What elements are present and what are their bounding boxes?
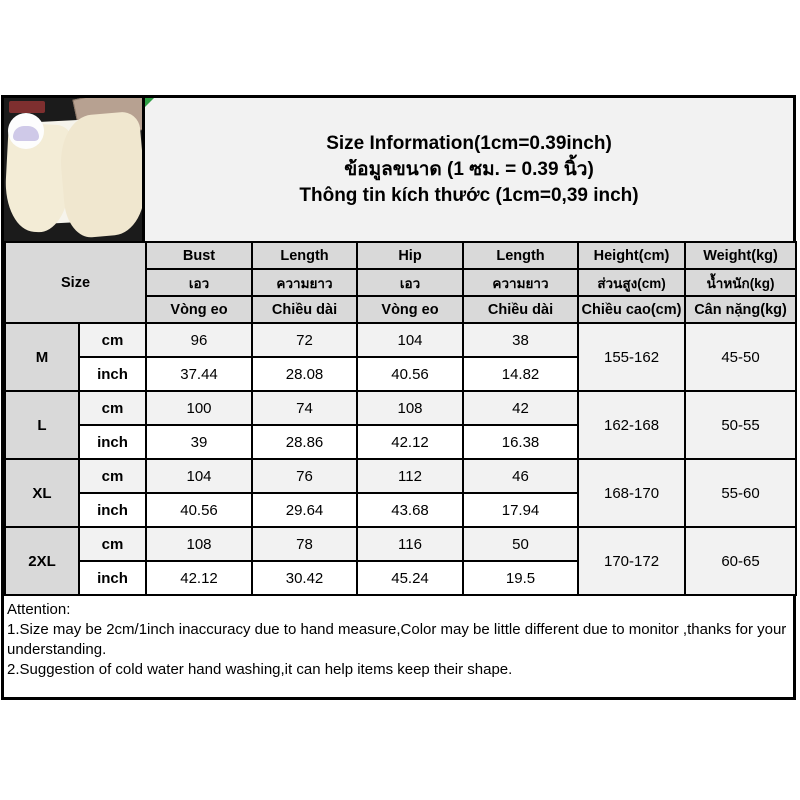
top-row [4,98,793,241]
row-l-cm [5,391,796,425]
value-cell: 14.82 [463,357,578,391]
product-photo [4,98,145,241]
row-m-cm [5,323,796,357]
value-cell: 40.56 [146,493,252,527]
header-row-en [5,242,796,269]
value-cell: 46 [463,459,578,493]
weight-range-cell: 60-65 [685,527,796,595]
unit-label-cm: cm [79,391,146,425]
value-cell: 50 [463,527,578,561]
value-cell: 45.24 [357,561,463,595]
value-cell: 104 [357,323,463,357]
pad-badge-icon [8,113,44,149]
value-cell: 19.5 [463,561,578,595]
weight-range-cell: 55-60 [685,459,796,527]
value-cell: 42.12 [357,425,463,459]
header-weight-vi: Cân nặng(kg) [685,296,796,323]
size-label-l: L [5,391,79,459]
size-label-m: M [5,323,79,391]
value-cell: 100 [146,391,252,425]
title-en: Size Information(1cm=0.39inch) [326,132,612,154]
title-vi: Thông tin kích thước (1cm=0,39 inch) [299,184,639,206]
header-weight-th: น้ำหนัก(kg) [685,269,796,296]
value-cell: 16.38 [463,425,578,459]
value-cell: 108 [357,391,463,425]
size-label-xl: XL [5,459,79,527]
unit-label-cm: cm [79,323,146,357]
header-length2-th: ความยาว [463,269,578,296]
value-cell: 116 [357,527,463,561]
value-cell: 42.12 [146,561,252,595]
attention-heading: Attention: [7,601,71,618]
header-bust-en: Bust [146,242,252,269]
value-cell: 28.86 [252,425,357,459]
value-cell: 40.56 [357,357,463,391]
header-length2-vi: Chiều dài [463,296,578,323]
value-cell: 39 [146,425,252,459]
attention-note [4,596,793,697]
height-range-cell: 155-162 [578,323,685,391]
header-height-en: Height(cm) [578,242,685,269]
header-length-vi: Chiều dài [252,296,357,323]
value-cell: 96 [146,323,252,357]
value-cell: 72 [252,323,357,357]
value-cell: 78 [252,527,357,561]
value-cell: 43.68 [357,493,463,527]
header-length-en: Length [252,242,357,269]
unit-label-inch: inch [79,493,146,527]
unit-label-cm: cm [79,459,146,493]
header-hip-en: Hip [357,242,463,269]
red-tag-badge [9,101,45,113]
value-cell: 108 [146,527,252,561]
value-cell: 37.44 [146,357,252,391]
weight-range-cell: 45-50 [685,323,796,391]
row-xl-cm [5,459,796,493]
attention-line-1: 1.Size may be 2cm/1inch inaccuracy due to hand measure,Color may be little different due to monitor ,thanks for your understanding. [7,621,787,658]
header-length2-en: Length [463,242,578,269]
value-cell: 76 [252,459,357,493]
size-corner-label: Size [5,242,146,323]
weight-range-cell: 50-55 [685,391,796,459]
header-length-th: ความยาว [252,269,357,296]
value-cell: 17.94 [463,493,578,527]
size-label-2xl: 2XL [5,527,79,595]
header-height-vi: Chiều cao(cm) [578,296,685,323]
value-cell: 29.64 [252,493,357,527]
attention-line-2: 2.Suggestion of cold water hand washing,it can help items keep their shape. [7,661,513,678]
value-cell: 42 [463,391,578,425]
size-table [4,241,797,596]
header-height-th: ส่วนสูง(cm) [578,269,685,296]
value-cell: 30.42 [252,561,357,595]
unit-label-inch: inch [79,425,146,459]
height-range-cell: 168-170 [578,459,685,527]
value-cell: 112 [357,459,463,493]
unit-label-cm: cm [79,527,146,561]
value-cell: 38 [463,323,578,357]
bra-pad-icon [13,126,39,141]
header-hip-vi: Vòng eo [357,296,463,323]
cell-marker-icon [145,98,154,107]
header-bust-vi: Vòng eo [146,296,252,323]
size-chart-sheet [1,95,796,700]
value-cell: 74 [252,391,357,425]
unit-label-inch: inch [79,561,146,595]
row-2xl-cm [5,527,796,561]
dress-right [57,111,145,240]
header-hip-th: เอว [357,269,463,296]
unit-label-inch: inch [79,357,146,391]
header-bust-th: เอว [146,269,252,296]
header-weight-en: Weight(kg) [685,242,796,269]
value-cell: 28.08 [252,357,357,391]
height-range-cell: 162-168 [578,391,685,459]
height-range-cell: 170-172 [578,527,685,595]
value-cell: 104 [146,459,252,493]
title-block [145,98,793,241]
title-th: ข้อมูลขนาด (1 ซม. = 0.39 นิ้ว) [344,158,594,180]
